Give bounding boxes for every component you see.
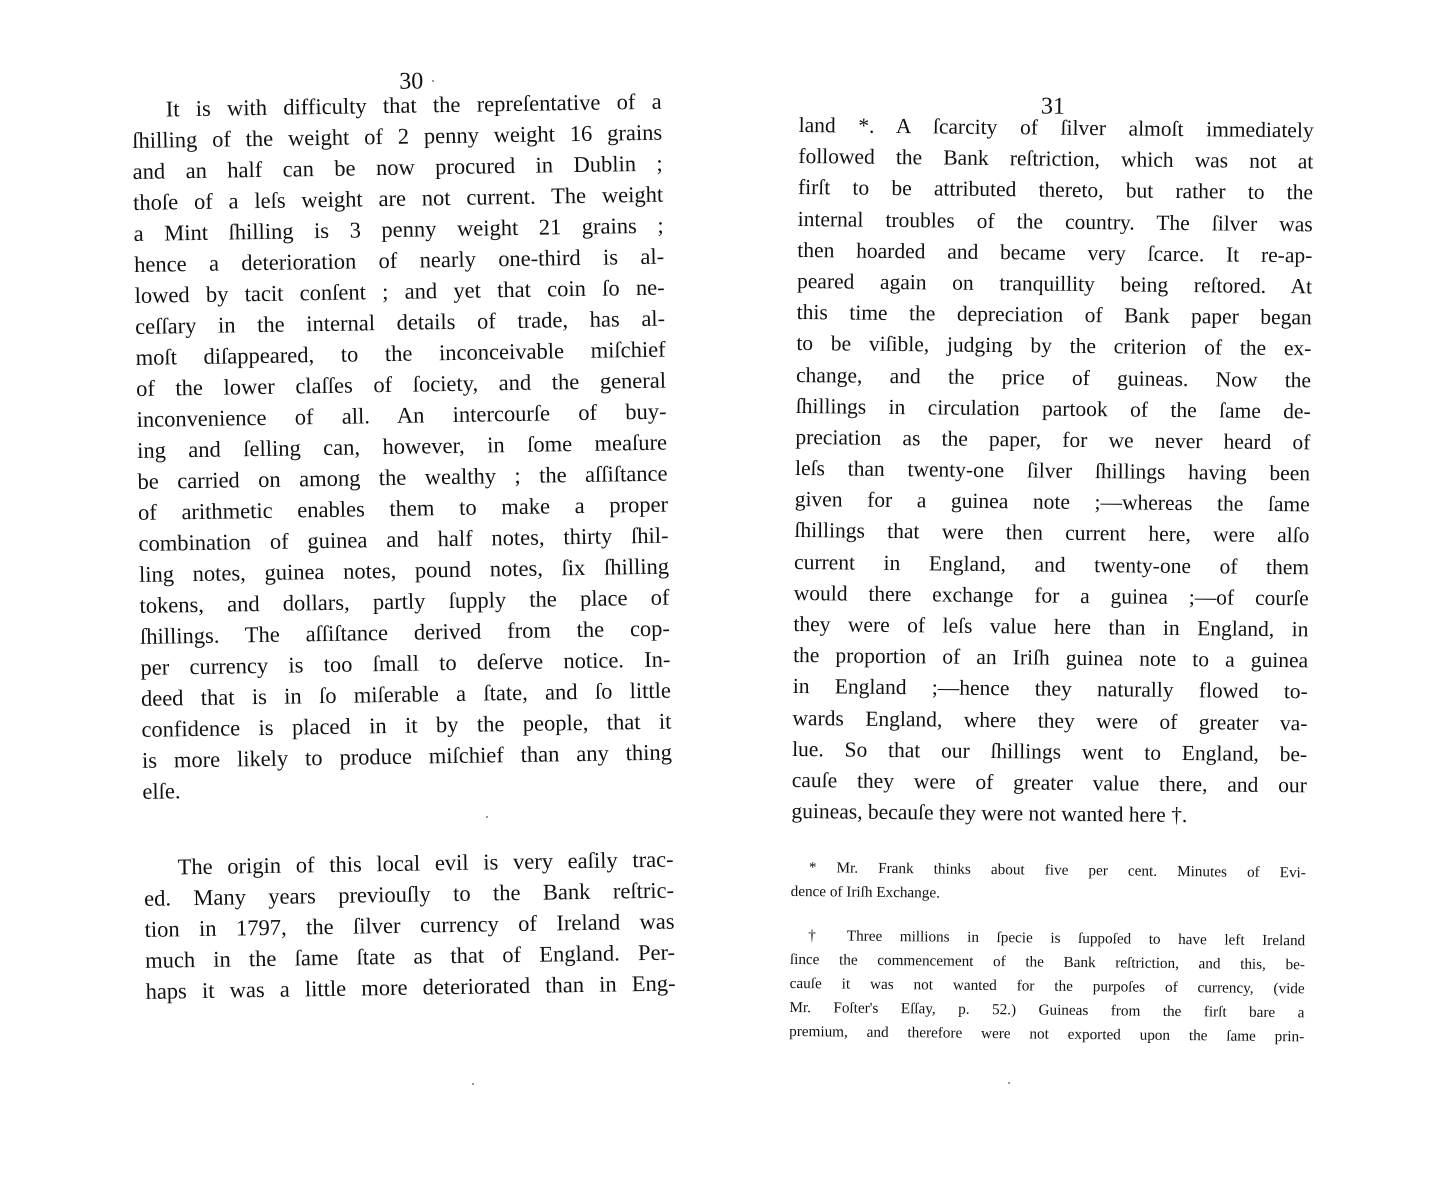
text-line: then hoarded and became very ſcarce. It re-ap- [797,237,1313,268]
text-line: to be viſible, judging by the criterion of the ex- [796,331,1312,361]
text-line: the proportion of an Iriſh guinea note to a guinea [793,643,1309,673]
footnote-dagger [789,924,1305,1049]
text-line: is more likely to produce miſchief than any thing [141,739,673,773]
text-line: internal troubles of the country. The ſilver was [797,206,1313,236]
text-line: confidence is placed in it by the people, that it [141,708,672,742]
footnote-line: cauſe it was not wanted for the purpoſes of currency, (vide [789,974,1305,998]
text-line: preciation as the paper, for we never heard of [795,424,1311,455]
text-line: firſt to be attributed thereto, but rather to the [797,175,1314,205]
text-line: a Mint ſhilling is 3 penny weight 21 grains ; [133,212,664,246]
left-paragraph-2 [143,844,675,1007]
text-line: haps it was a little more deteriorated than in Eng- [145,970,676,1004]
text-line: ſhillings that were then current here, were alſo [794,518,1310,548]
text-line: be carried on among the wealthy ; the aſſiſtance [137,460,668,494]
text-line: ing and ſelling can, however, in ſome meaſure [136,429,668,463]
footnote-line: ſince the commencement of the Bank reſtriction, and this, be- [789,950,1306,974]
text-line: tokens, and dollars, partly ſupply the place of [139,584,670,618]
text-line: land *. A ſcarcity of ſilver almoſt immediately [798,112,1314,143]
text-line: combination of guinea and half notes, thirty ſhil- [138,522,669,556]
footnote-star [791,856,1306,909]
text-line: leſs than twenty-one ſilver ſhillings having been [794,456,1311,486]
text-line: ſhillings. The aſſiſtance derived from the cop- [139,615,671,649]
text-line: hence a deterioration of nearly one-third is al- [133,243,665,277]
text-line: ceſſary in the internal details of trade, has al- [134,305,666,339]
text-line: followed the Bank reſtriction, which was not at [798,144,1314,174]
text-line: deed that is in ſo miſerable a ſtate, and ſo little [140,677,672,711]
text-line: would there exchange for a guinea ;—of courſe [793,580,1309,611]
page-number-right: 31 [1040,93,1066,120]
text-line: cauſe they were of greater value there, and our [791,767,1307,798]
text-line: peared again on tranquillity being reſtored. At [796,268,1313,299]
footnote-line: dence of Iriſh Exchange. [790,882,941,902]
footnote-line: Mr. Foſter's Eſſay, p. 52.) Guineas from the firſt bare a [789,998,1305,1022]
text-line: this time the depreciation of Bank paper began [796,300,1312,330]
text-line: of arithmetic enables them to make a proper [137,491,669,525]
text-line: lowed by tacit conſent ; and yet that coin ſo ne- [134,274,665,308]
text-line: current in England, and twenty-one of them [793,549,1310,579]
text-line: they were of leſs value here than in England, in [793,611,1309,642]
right-paragraph-1 [791,110,1313,833]
text-line: and an half can be now procured in Dublin ; [132,150,663,184]
text-line: in England ;—hence they naturally flowed to- [792,674,1308,704]
text-line: change, and the price of guineas. Now the [795,362,1312,392]
text-line: tion in 1797, the ſilver currency of Ireland was [144,908,675,942]
footnote-line: * Mr. Frank thinks about five per cent. Minutes of Evi- [808,859,1306,882]
text-line: ſhillings in circulation partook of the ſame de- [795,393,1311,424]
text-line: elſe. [142,778,181,804]
text-line: inconvenience of all. An intercourſe of buy- [136,398,667,432]
left-paragraph-1 [131,86,672,807]
text-line: much in the ſame ſtate as that of England. Per- [144,939,676,973]
text-line: thoſe of a leſs weight are not current. The weight [132,181,664,215]
text-line: of the lower claſſes of ſociety, and the general [135,367,667,401]
text-line: per currency is too ſmall to deſerve notice. In- [140,646,671,680]
page-number-left: 30 [399,68,424,95]
text-line: ed. Many years previouſly to the Bank reſtric- [143,877,675,911]
text-line: given for a guinea note ;—whereas the ſame [794,487,1310,517]
text-line: lue. So that our ſhillings went to England, be- [792,736,1308,767]
text-line: ling notes, guinea notes, pound notes, ſix ſhilling [138,553,670,587]
text-line: It is with difficulty that the repreſentative of a [165,88,662,122]
text-line: ſhilling of the weight of 2 penny weight 16 grains [132,119,663,153]
footnote-line: premium, and therefore were not exported upon the ſame prin- [789,1022,1305,1046]
footnote-line: † Three millions in ſpecie is ſuppoſed to have left Ireland [808,927,1306,950]
right-page [789,0,1315,1046]
text-line: guineas, becauſe they were not wanted here †. [791,799,1188,828]
text-line: moſt diſappeared, to the inconceivable miſchief [135,336,666,370]
text-line: wards England, where they were of greater va- [792,705,1308,735]
text-line: The origin of this local evil is very eaſily trac- [177,846,674,880]
